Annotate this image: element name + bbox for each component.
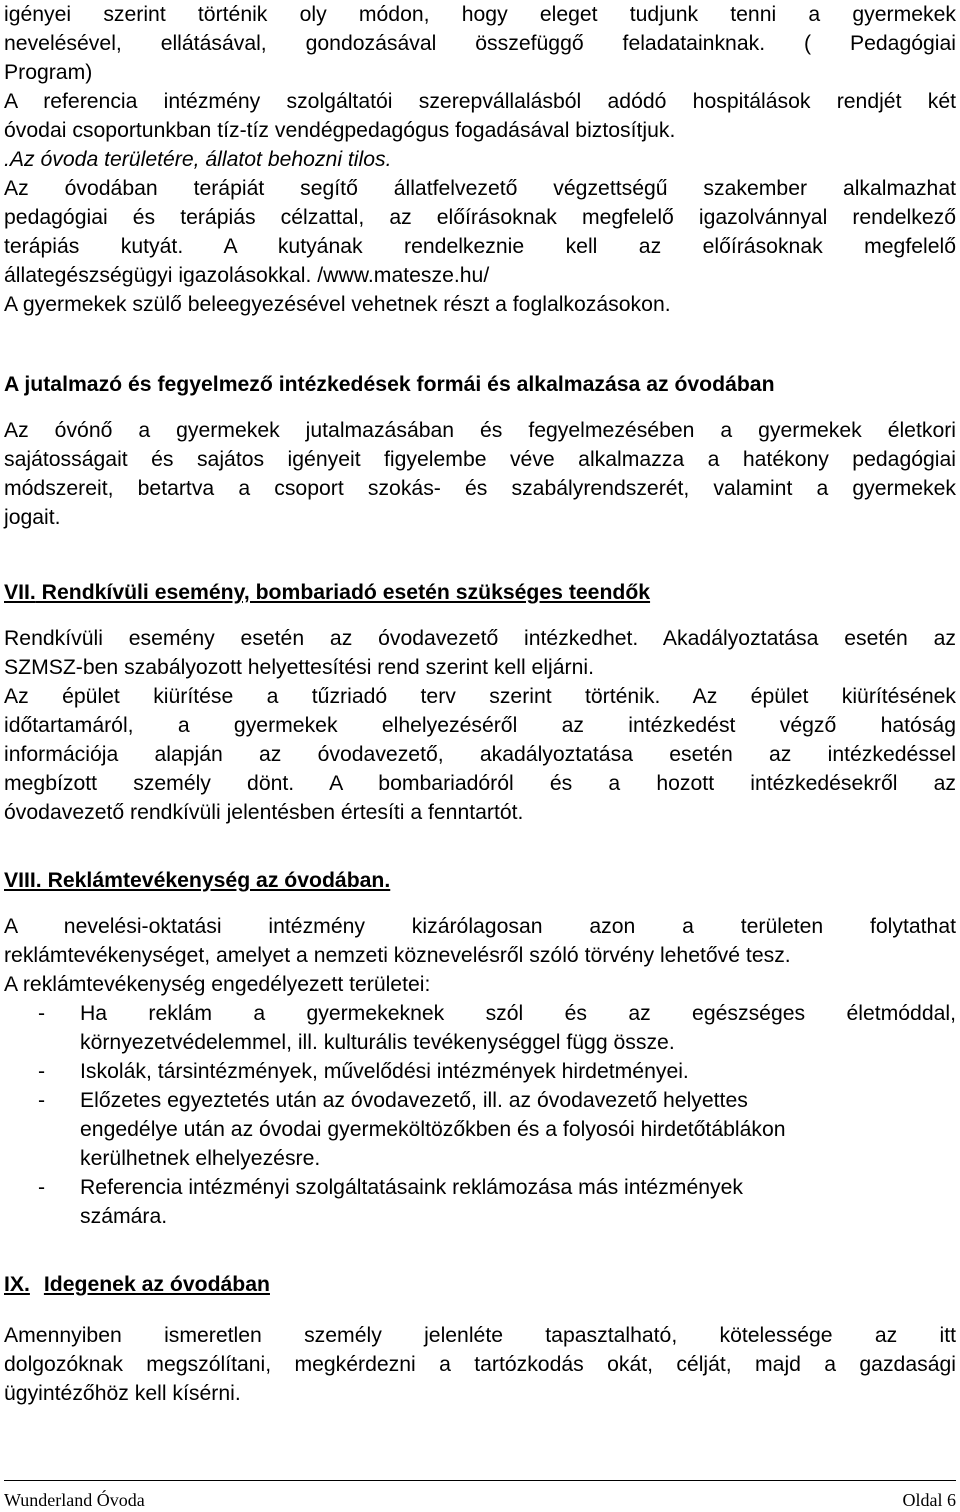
text-line: Az óvodában terápiát segítő állatfelvezető végzettségű szakember alkalmazhat bbox=[4, 177, 956, 200]
text-line: sajátosságait és sajátos igényeit figyelembe véve alkalmazza a hatékony pedagógiai bbox=[4, 448, 956, 471]
list-item-line: engedélye után az óvodai gyermeköltözőkben és a folyosói hirdetőtáblákon bbox=[80, 1118, 786, 1141]
text-line: ügyintézőhöz kell kísérni. bbox=[4, 1382, 241, 1405]
section-8 bbox=[4, 866, 956, 1231]
section-heading bbox=[4, 1270, 956, 1299]
list-item-line: kerülhetnek elhelyezésre. bbox=[80, 1147, 321, 1170]
section-number: VII. bbox=[4, 581, 36, 604]
animal-rule: .Az óvoda területére, állatot behozni tilos. bbox=[4, 148, 392, 171]
section-heading: VIII. Reklámtevékenység az óvodában. bbox=[4, 869, 391, 892]
section-7 bbox=[4, 578, 956, 827]
section-9 bbox=[4, 1270, 956, 1408]
list-item-line: Előzetes egyeztetés után az óvodavezető, ill. az óvodavezető helyettes bbox=[80, 1089, 748, 1112]
section-heading bbox=[4, 578, 956, 607]
list-item-line: Referencia intézményi szolgáltatásaink reklámozása más intézmények bbox=[80, 1176, 743, 1199]
list-item bbox=[4, 1057, 956, 1086]
list-item-line: Iskolák, társintézmények, művelődési intézmények hirdetményei. bbox=[80, 1060, 689, 1083]
animals-paragraph bbox=[4, 145, 956, 319]
text-line: reklámtevékenységet, amelyet a nemzeti köznevelésről szóló törvény lehetővé tesz. bbox=[4, 944, 791, 967]
text-line: A gyermekek szülő beleegyezésével vehetnek részt a foglalkozásokon. bbox=[4, 293, 671, 316]
text-line: Amennyiben ismeretlen személy jelenléte tapasztalható, kötelessége az itt bbox=[4, 1324, 956, 1347]
text-line: óvodavezető rendkívüli jelentésben értesíti a fenntartót. bbox=[4, 801, 524, 824]
list-dash: - bbox=[38, 1176, 46, 1199]
text-line: A reklámtevékenység engedélyezett területei: bbox=[4, 973, 431, 996]
text-line: Rendkívüli esemény esetén az óvodavezető intézkedhet. Akadályoztatása esetén az bbox=[4, 627, 956, 650]
list-item bbox=[4, 999, 956, 1057]
list-item-line: környezetvédelemmel, ill. kulturális tevékenységgel függ össze. bbox=[80, 1031, 675, 1054]
list-dash: - bbox=[38, 1060, 46, 1083]
text-line: állategészségügyi igazolásokkal. /www.matesze.hu/ bbox=[4, 264, 490, 287]
text-line: igényei szerint történik oly módon, hogy eleget tudjunk tenni a gyermekek bbox=[4, 3, 956, 26]
text-line: megbízott személy dönt. A bombariadóról és a hozott intézkedésekről az bbox=[4, 772, 956, 795]
text-line: pedagógiai és terápiás célzattal, az előírásoknak megfelelő igazolvánnyal rendelkező bbox=[4, 206, 956, 229]
text-line: módszereit, betartva a csoport szokás- és szabályrendszerét, valamint a gyermekek bbox=[4, 477, 956, 500]
list-item-line: számára. bbox=[80, 1205, 168, 1228]
list-dash: - bbox=[38, 1002, 46, 1025]
list-dash: - bbox=[38, 1089, 46, 1112]
document-page bbox=[4, 0, 956, 1408]
page-footer bbox=[4, 1480, 956, 1512]
footer-page-number: Oldal 6 bbox=[902, 1490, 956, 1510]
text-line: időtartamáról, a gyermekek elhelyezéséről az intézkedést végző hatóság bbox=[4, 714, 956, 737]
text-line: nevelésével, ellátásával, gondozásával összefüggő feladatainknak. ( Pedagógiai bbox=[4, 32, 956, 55]
intro-paragraph bbox=[4, 0, 956, 145]
text-line: jogait. bbox=[4, 506, 61, 529]
reward-section bbox=[4, 370, 956, 532]
section-number: IX. bbox=[4, 1273, 30, 1296]
list-item bbox=[4, 1173, 956, 1231]
section-title: Idegenek az óvodában bbox=[43, 1273, 270, 1296]
footer-institution: Wunderland Óvoda bbox=[4, 1490, 145, 1510]
text-line: információja alapján az óvodavezető, akadályoztatása esetén az intézkedéssel bbox=[4, 743, 956, 766]
text-line: terápiás kutyát. A kutyának rendelkeznie kell az előírásoknak megfelelő bbox=[4, 235, 956, 258]
text-line: Az óvónő a gyermekek jutalmazásában és fegyelmezésében a gyermekek életkori bbox=[4, 419, 956, 442]
text-line: óvodai csoportunkban tíz-tíz vendégpedagógus fogadásával biztosítjuk. bbox=[4, 119, 676, 142]
text-line: A nevelési-oktatási intézmény kizárólagosan azon a területen folytathat bbox=[4, 915, 956, 938]
list-item bbox=[4, 1086, 956, 1173]
text-line: Az épület kiürítése a tűzriadó terv szerint történik. Az épület kiürítésének bbox=[4, 685, 956, 708]
text-line: dolgozóknak megszólítani, megkérdezni a tartózkodás okát, célját, majd a gazdasági bbox=[4, 1353, 956, 1376]
text-line: Program) bbox=[4, 61, 93, 84]
text-line: A referencia intézmény szolgáltatói szerepvállalásból adódó hospitálások rendjét két bbox=[4, 90, 956, 113]
list-item-line: Ha reklám a gyermekeknek szól és az egészséges életmóddal, bbox=[80, 1002, 956, 1025]
section-heading: A jutalmazó és fegyelmező intézkedések formái és alkalmazása az óvodában bbox=[4, 373, 775, 396]
text-line: SZMSZ-ben szabályozott helyettesítési rend szerint kell eljárni. bbox=[4, 656, 594, 679]
section-title: Rendkívüli esemény, bombariadó esetén szükséges teendők bbox=[35, 581, 651, 604]
